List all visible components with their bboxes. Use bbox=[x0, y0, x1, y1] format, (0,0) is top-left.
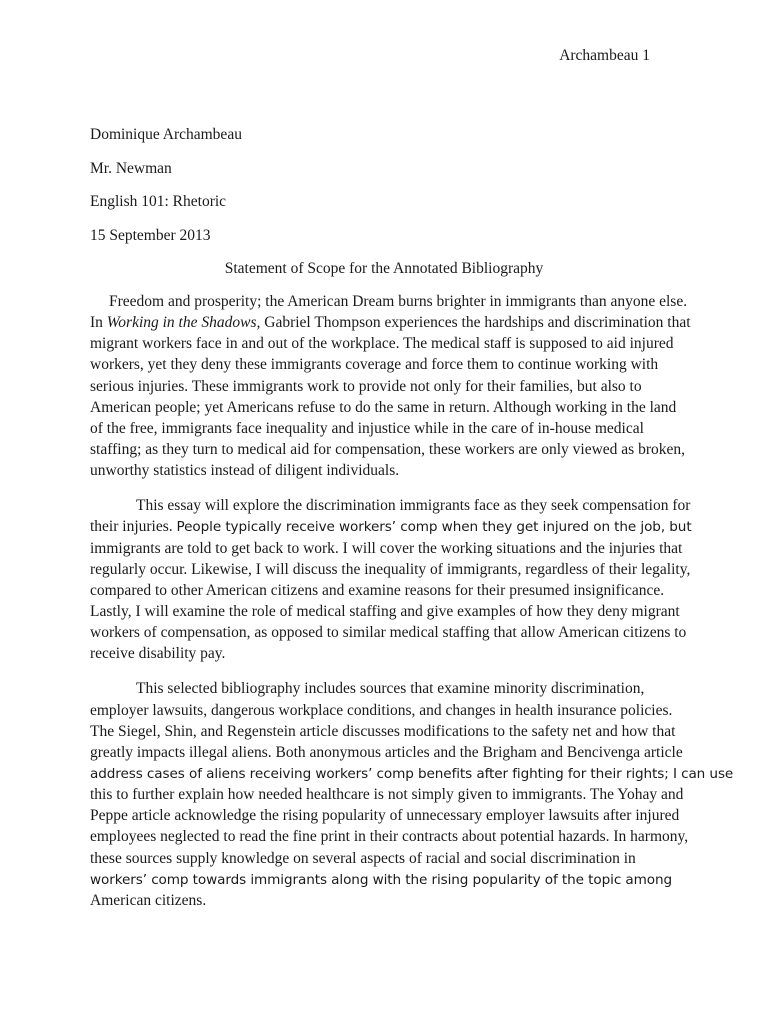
text-line: The Siegel, Shin, and Regenstein article discusses modifications to the safety net and how that bbox=[90, 722, 676, 740]
text-line: unworthy statistics instead of diligent individuals. bbox=[90, 462, 400, 480]
paragraph-3 bbox=[90, 678, 734, 911]
text-line: workers of compensation, as opposed to similar medical staffing that allow American citizens to bbox=[90, 624, 687, 642]
mla-heading bbox=[90, 124, 678, 258]
paragraph-1 bbox=[90, 291, 691, 481]
text-line: address cases of aliens receiving workers’ comp benefits after fighting for their rights; I can use bbox=[90, 765, 734, 782]
text-line: employer lawsuits, dangerous workplace conditions, and changes in health insurance policies. bbox=[90, 701, 673, 719]
course-name: English 101: Rhetoric bbox=[90, 193, 227, 210]
text-line: workers, yet they deny these immigrants coverage and force them to continue working with bbox=[90, 356, 659, 374]
text-line: This essay will explore the discrimination immigrants face as they seek compensation for bbox=[136, 497, 691, 515]
book-title: Working in the Shadows, bbox=[106, 314, 261, 332]
text-line: immigrants are told to get back to work. I will cover the working situations and the injuries that bbox=[90, 539, 683, 557]
text-line: regularly occur. Likewise, I will discuss the inequality of immigrants, regardless of their legality, bbox=[90, 560, 691, 578]
text-line: this to further explain how needed healthcare is not simply given to immigrants. The Yohay and bbox=[90, 786, 684, 804]
text-span: their injuries. bbox=[90, 518, 177, 536]
text-line: Lastly, I will examine the role of medical staffing and give examples of how they deny migrant bbox=[90, 602, 680, 620]
text-line bbox=[90, 312, 691, 333]
instructor-name: Mr. Newman bbox=[90, 159, 172, 177]
paragraph-gap bbox=[90, 481, 678, 495]
document-body bbox=[90, 291, 734, 911]
paragraph-gap bbox=[90, 664, 678, 678]
text-line: American citizens. bbox=[90, 891, 207, 909]
text-line: Peppe article acknowledge the rising popularity of unnecessary employer lawsuits after injured bbox=[90, 807, 680, 825]
text-line: of the free, immigrants face inequality and injustice while in the care of in-house medical bbox=[90, 419, 644, 437]
essay-date: 15 September 2013 bbox=[90, 226, 211, 244]
text-line: employees neglected to read the fine print in their contracts about potential hazards. In harmony, bbox=[90, 828, 689, 846]
text-line bbox=[90, 516, 692, 537]
text-line: serious injuries. These immigrants work to provide not only for their families, but also to bbox=[90, 377, 642, 395]
text-line: receive disability pay. bbox=[90, 645, 226, 663]
running-head: Archambeau 1 bbox=[559, 47, 650, 64]
text-line: workers’ comp towards immigrants along with the rising popularity of the topic among bbox=[90, 871, 673, 888]
text-span: In bbox=[90, 314, 107, 332]
text-line: This selected bibliography includes sources that examine minority discrimination, bbox=[136, 680, 645, 698]
text-line: Freedom and prosperity; the American Dream burns brighter in immigrants than anyone else. bbox=[109, 293, 688, 310]
document-title: Statement of Scope for the Annotated Bibliography bbox=[224, 260, 544, 277]
text-line: compared to other American citizens and examine reasons for their presumed insignificance. bbox=[90, 581, 665, 599]
text-line: migrant workers face in and out of the workplace. The medical staff is supposed to aid injured bbox=[90, 335, 674, 353]
text-line: staffing; as they turn to medical aid for compensation, these workers are only viewed as broken, bbox=[90, 440, 685, 458]
text-line: greatly impacts illegal aliens. Both anonymous articles and the Brigham and Bencivenga article bbox=[90, 743, 683, 761]
text-span: Gabriel Thompson experiences the hardships and discrimination that bbox=[260, 314, 691, 332]
student-name: Dominique Archambeau bbox=[90, 126, 242, 143]
text-line: these sources supply knowledge on several aspects of racial and social discrimination in bbox=[90, 849, 636, 867]
text-span: People typically receive workers’ comp when they get injured on the job, but bbox=[176, 519, 692, 536]
paragraph-2 bbox=[90, 495, 692, 664]
text-line: American people; yet Americans refuse to do the same in return. Although working in the land bbox=[90, 398, 677, 416]
